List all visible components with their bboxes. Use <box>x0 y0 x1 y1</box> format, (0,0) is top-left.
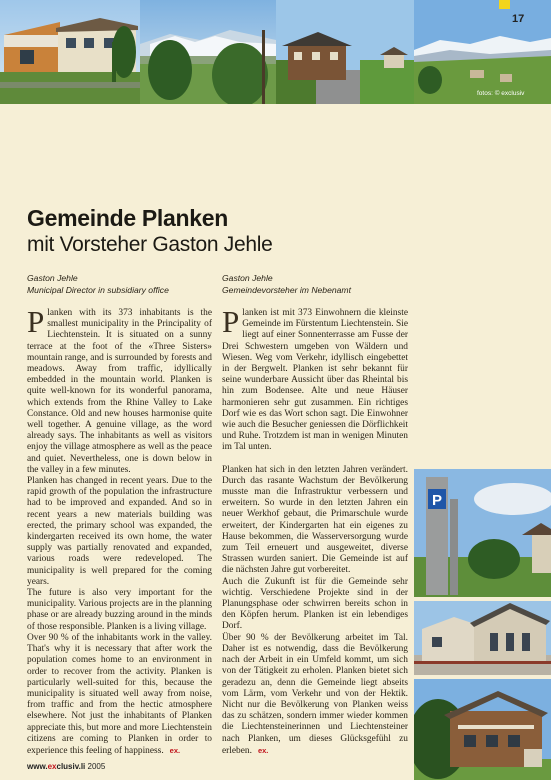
paragraph-en-1: Planken with its 373 inhabitants is the smallest municipality in the Principality of Liechtenstein. It is situated on a sunny terrace at the foot of the «Three Sisters» mountain range, and is surrounded by forests and meadows. Away from traffic, idyllically embedded in the mountain world. Planken is quite well-known for its wonderful panorama, which extends from the Rhine Valley to Lake Constance. Old and new houses harmonise quite well together. A genuine village, as the word already says. The inhabitants as well as visitors enjoy the village atmosphere as well as the peace and quiet. Nevertheless, one is down below in the valley in a few minutes. <box>27 304 212 475</box>
photo-column <box>414 469 551 780</box>
photo-wooden-house <box>414 679 551 780</box>
author-role-de: Gemeindevorsteher im Nebenamt <box>222 285 351 295</box>
paragraph-en-4: Over 90 % of the inhabitants work in the valley. That's why it is necessary that after work the population comes home to an environment in order to recover from the activity. Planken is particularly well-suited for this, because the municipality is situated well away from noise, from traffic and from the hectic atmosphere elsewhere. Not just the inhabitants of Planken appreciate this, but more and more Liechtenstein citizens are coming to Planken in order to experience this feeling of happiness. ex. <box>27 632 212 756</box>
article-title: Gemeinde Planken <box>27 205 228 231</box>
footer-publication: www.exclusiv.li 2005 <box>27 762 106 771</box>
dropcap-en: P <box>27 304 45 339</box>
end-mark-de: ex. <box>257 745 269 755</box>
page-number: 17 <box>512 13 525 25</box>
photo-parking-sign <box>414 469 551 597</box>
photo-valley-mountains <box>140 0 276 104</box>
paragraph-de-3: Auch die Zukunft ist für die Gemeinde sehr wichtig. Verschiedene Projekte sind in der Planungsphase oder schwirren bereits schon in den Köpfen herum. Planken ist ein lebendiges Dorf. <box>222 576 408 632</box>
header-photo-strip <box>0 0 551 104</box>
paragraph-de-2: Planken hat sich in den letzten Jahren verändert. Durch das rasante Wachstum der Bevölkerung musste man die Infrastruktur verbessern und erweitern. So wurde in den letzten Jahren ein neuer Werkhof gebaut, die Primarschule wurde erweitert, der Kindergarten hat ein eigenes zu Hause bekommen, die Wasserversorgung wurde zum Teil erneuert und ausgeweitet, diverse Strassen wurden saniert. Die Gemeinde ist auf die nächsten Jahre gut vorbereitet. <box>222 464 408 576</box>
footer-year: 2005 <box>87 762 106 771</box>
author-name-en: Gaston Jehle <box>27 273 78 283</box>
article-subtitle: mit Vorsteher Gaston Jehle <box>27 233 273 256</box>
end-mark-en: ex. <box>169 745 181 755</box>
paragraph-de-4: Über 90 % der Bevölkerung arbeitet im Tal. Daher ist es notwendig, dass die Bevölkerung nach der Arbeit in ein Umfeld kommt, um sich von der Tätigkeit zu erholen. Planken bietet sich geradezu an, denn die Gemeinde liegt abseits vom Lärm, vom Verkehr und von der Hektik. Nicht nur die Bevölkerung von Planken weiss das zu schätzen, sondern immer wieder kommen die Liechtensteinerinnen und Liechtensteiner nach Planken, um dieses Glücksgefühl zu erleben. ex. <box>222 632 408 756</box>
author-role-en: Municipal Director in subsidiary office <box>27 285 169 295</box>
photo-credit: fotos: © exclusiv <box>477 90 525 97</box>
author-name-de: Gaston Jehle <box>222 273 273 283</box>
paragraph-en-3: The future is also very important for the municipality. Various projects are in the planning phase or are already buzzing around in the minds of those responsible. Planken is a living village. <box>27 588 212 632</box>
photo-modern-houses <box>0 0 140 104</box>
svg-text:P: P <box>431 492 443 509</box>
dropcap-de: P <box>222 304 240 339</box>
photo-alpine-panorama <box>414 0 551 104</box>
author-block-de <box>222 272 351 296</box>
article-column-de <box>222 304 408 757</box>
photo-modern-building <box>414 601 551 675</box>
page-number-marker <box>499 0 510 9</box>
article-column-en <box>27 304 212 757</box>
photo-chalet-road <box>276 0 414 104</box>
paragraph-en-2: Planken has changed in recent years. Due to the rapid growth of the population the infrastructure had to be improved and expanded. And so in recent years a new materials building was erected, the primary school was expanded, the kindergarten received its own home, the water supply was partially renovated and expanded, various roads were redeveloped. The municipality is well prepared for the coming years. <box>27 476 212 587</box>
author-block-en <box>27 272 169 296</box>
paragraph-de-1: Planken ist mit 373 Einwohnern die kleinste Gemeinde im Fürstentum Liechtenstein. Sie liegt auf einer Sonnenterrasse am Fusse der Drei Schwestern umgeben von Wäldern und Wiesen. Weg vom Verkehr, idyllisch eingebettet in der Bergwelt. Planken ist sehr bekannt für seine wunderbare Aussicht über das Rheintal bis hin zum Bodensee. Alte und neue Häuser harmonieren sehr gut zusammen. Ein richtiges Dorf wie es das Wort schon sagt. Die Einwohner wie auch die Besucher geniessen die Dörflichkeit und Ruhe. Trotzdem ist man in wenigen Minuten im Tal unten. <box>222 304 408 453</box>
